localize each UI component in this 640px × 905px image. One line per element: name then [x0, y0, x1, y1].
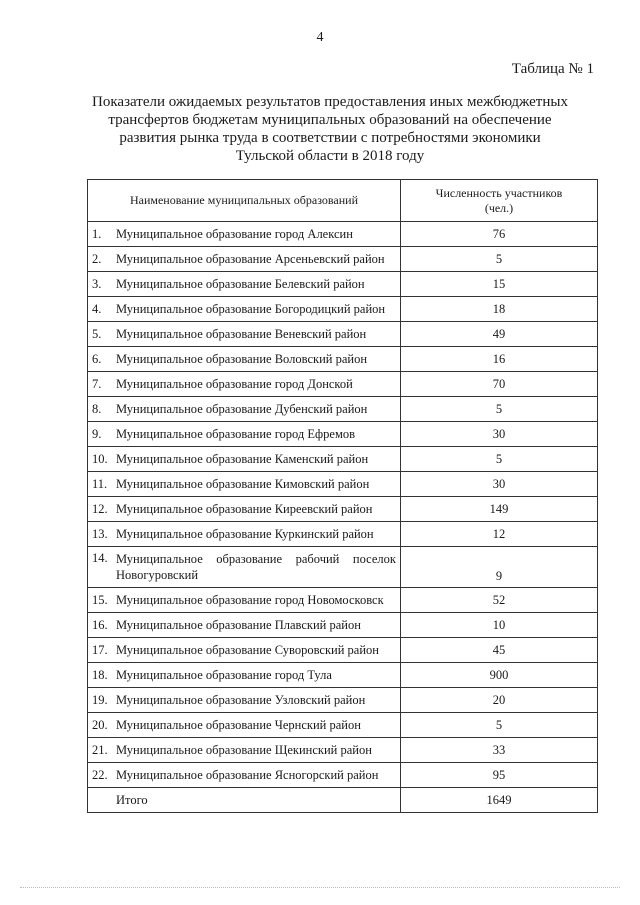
table-row — [88, 638, 598, 663]
participant-count: 95 — [401, 763, 598, 788]
table-row — [88, 472, 598, 497]
table-body — [88, 222, 598, 813]
municipality-name: Муниципальное образование город Тула — [116, 667, 332, 682]
participant-count: 45 — [401, 638, 598, 663]
municipality-cell — [88, 272, 401, 297]
column-header-count-line2: (чел.) — [484, 200, 514, 215]
table-row — [88, 713, 598, 738]
footer-divider — [20, 887, 620, 890]
municipality-name: Муниципальное образование рабочий поселок Новогуровский — [116, 552, 396, 582]
table-row — [88, 738, 598, 763]
municipality-name: Муниципальное образование Богородицкий район — [116, 301, 386, 316]
table-row — [88, 663, 598, 688]
title-line: Показатели ожидаемых результатов предоставления иных межбюджетных — [92, 94, 568, 110]
municipality-name: Муниципальное образование Щекинский район — [116, 742, 372, 757]
municipality-cell — [88, 372, 401, 397]
table-row — [88, 297, 598, 322]
column-header-count — [401, 180, 598, 222]
table-row — [88, 422, 598, 447]
municipality-cell — [88, 547, 401, 588]
row-number: 21. — [92, 742, 108, 757]
participant-count: 30 — [401, 422, 598, 447]
document-title — [60, 93, 600, 165]
participant-count: 33 — [401, 738, 598, 763]
municipality-cell — [88, 497, 401, 522]
row-number: 16. — [92, 617, 108, 632]
municipality-cell — [88, 472, 401, 497]
municipality-name: Муниципальное образование город Алексин — [116, 226, 353, 241]
municipality-name: Муниципальное образование Веневский район — [116, 326, 367, 341]
municipality-cell — [88, 522, 401, 547]
row-number: 10. — [92, 451, 108, 466]
municipality-name: Муниципальное образование город Ефремов — [116, 426, 356, 441]
municipality-name: Муниципальное образование Чернский район — [116, 717, 361, 732]
table-row — [88, 547, 598, 588]
municipality-cell — [88, 613, 401, 638]
municipality-cell — [88, 297, 401, 322]
row-number: 22. — [92, 767, 108, 782]
participant-count: 5 — [401, 397, 598, 422]
municipality-cell — [88, 713, 401, 738]
table-row — [88, 588, 598, 613]
row-number: 20. — [92, 717, 108, 732]
table-row — [88, 372, 598, 397]
table-row — [88, 397, 598, 422]
row-number: 7. — [92, 376, 102, 391]
row-number: 4. — [92, 301, 102, 316]
municipality-name: Муниципальное образование Суворовский район — [116, 642, 379, 657]
municipality-cell — [88, 688, 401, 713]
table-row — [88, 763, 598, 788]
participant-count: 15 — [401, 272, 598, 297]
row-number: 15. — [92, 592, 108, 607]
row-number: 8. — [92, 401, 102, 416]
participant-count: 149 — [401, 497, 598, 522]
municipality-name: Муниципальное образование Узловский район — [116, 692, 366, 707]
participant-count: 52 — [401, 588, 598, 613]
participant-count: 18 — [401, 297, 598, 322]
row-number: 3. — [92, 276, 102, 291]
municipality-cell — [88, 222, 401, 247]
participant-count: 76 — [401, 222, 598, 247]
table-row — [88, 497, 598, 522]
participant-count: 5 — [401, 713, 598, 738]
participant-count: 5 — [401, 247, 598, 272]
title-line: развития рынка труда в соответствии с потребностями экономики — [119, 130, 541, 146]
row-number: 11. — [92, 476, 108, 491]
table-label: Таблица № 1 — [511, 61, 594, 77]
row-number: 17. — [92, 642, 108, 657]
municipality-name: Муниципальное образование Куркинский район — [116, 526, 374, 541]
table-row — [88, 322, 598, 347]
column-header-name: Наименование муниципальных образований — [88, 180, 401, 222]
table-row — [88, 247, 598, 272]
results-table — [87, 179, 598, 813]
row-number: 1. — [92, 226, 102, 241]
total-label-cell — [88, 788, 401, 813]
table-row — [88, 522, 598, 547]
total-label: Итого — [116, 792, 148, 807]
participant-count: 20 — [401, 688, 598, 713]
municipality-cell — [88, 763, 401, 788]
row-number: 9. — [92, 426, 102, 441]
municipality-cell — [88, 588, 401, 613]
table-row — [88, 613, 598, 638]
total-count: 1649 — [401, 788, 598, 813]
row-number: 12. — [92, 501, 108, 516]
municipality-name: Муниципальное образование Каменский район — [116, 451, 369, 466]
row-number: 5. — [92, 326, 102, 341]
participant-count: 12 — [401, 522, 598, 547]
row-number: 2. — [92, 251, 102, 266]
row-number: 14. — [92, 551, 108, 565]
participant-count: 49 — [401, 322, 598, 347]
municipality-name: Муниципальное образование Кимовский район — [116, 476, 370, 491]
municipality-cell — [88, 247, 401, 272]
title-line: трансфертов бюджетам муниципальных образований на обеспечение — [108, 112, 552, 128]
municipality-name: Муниципальное образование Белевский район — [116, 276, 365, 291]
participant-count: 30 — [401, 472, 598, 497]
table-header-row — [88, 180, 598, 222]
municipality-cell — [88, 738, 401, 763]
municipality-cell — [88, 422, 401, 447]
title-line: Тульской области в 2018 году — [235, 148, 425, 164]
municipality-name: Муниципальное образование Ясногорский район — [116, 767, 379, 782]
participant-count: 16 — [401, 347, 598, 372]
participant-count: 5 — [401, 447, 598, 472]
municipality-cell — [88, 397, 401, 422]
participant-count: 9 — [401, 547, 598, 588]
municipality-name: Муниципальное образование город Донской — [116, 376, 353, 391]
row-number: 19. — [92, 692, 108, 707]
total-row — [88, 788, 598, 813]
municipality-cell — [88, 347, 401, 372]
table-row — [88, 447, 598, 472]
table-row — [88, 688, 598, 713]
municipality-cell — [88, 663, 401, 688]
column-header-count-line1: Численность участников — [435, 185, 563, 200]
municipality-name: Муниципальное образование город Новомосковск — [116, 592, 384, 607]
municipality-name: Муниципальное образование Воловский район — [116, 351, 368, 366]
participant-count: 900 — [401, 663, 598, 688]
row-number: 13. — [92, 526, 108, 541]
municipality-name: Муниципальное образование Дубенский район — [116, 401, 368, 416]
municipality-cell — [88, 322, 401, 347]
participant-count: 70 — [401, 372, 598, 397]
municipality-name: Муниципальное образование Киреевский район — [116, 501, 373, 516]
participant-count: 10 — [401, 613, 598, 638]
municipality-name: Муниципальное образование Арсеньевский район — [116, 251, 385, 266]
page-number: 4 — [316, 30, 324, 45]
municipality-cell — [88, 447, 401, 472]
table-row — [88, 272, 598, 297]
row-number: 6. — [92, 351, 102, 366]
table-row — [88, 222, 598, 247]
municipality-name: Муниципальное образование Плавский район — [116, 617, 361, 632]
municipality-cell — [88, 638, 401, 663]
row-number: 18. — [92, 667, 108, 682]
table-row — [88, 347, 598, 372]
